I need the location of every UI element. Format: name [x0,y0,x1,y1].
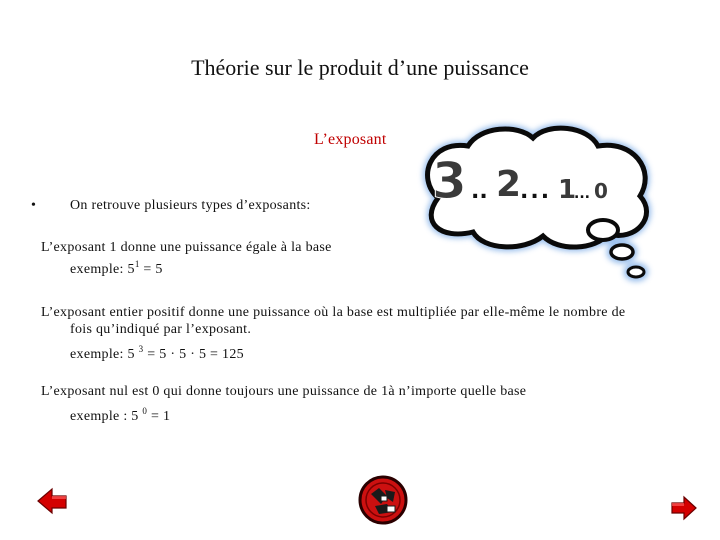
example-result: = 1 [147,409,171,424]
zero-exponent-rule: L’exposant nul est 0 qui donne toujours une puissance de 1à n’importe quelle base [41,384,527,399]
bullet-marker: • [31,198,36,213]
section-heading: L’exposant [314,131,387,148]
positive-exponent-example [41,341,625,363]
home-emblem-icon [357,474,409,526]
arrow-left-icon [36,487,68,515]
next-button[interactable] [670,495,698,521]
home-button[interactable] [357,474,409,526]
dots-3: ... [574,186,590,202]
example-exponent: 1 [134,259,140,269]
exponent-one-rule: L’exposant 1 donne une puissance égale à la base [41,240,332,255]
example-exponent: 3 [138,344,144,354]
example-result: = 5 [139,262,163,277]
positive-exponent-rule: L’exposant entier positif donne une puissance où la base est multipliée par elle-même le nombre de [41,305,626,320]
exponent-one-block [41,239,332,278]
positive-exponent-rule-cont: fois qu’indiqué par l’exposant. [70,322,252,337]
dots-2: ... [520,179,552,204]
arrow-right-icon [670,495,698,521]
digit-three: 3 [432,152,467,210]
example-prefix: exemple : 5 [70,409,143,424]
example-prefix: exemple: 5 [70,262,135,277]
positive-exponent-block [41,304,625,363]
exponent-one-example [41,256,332,278]
page-title: Théorie sur le produit d’une puissance [191,55,529,80]
example-exponent: 0 [142,406,148,416]
countdown-cloud-icon [408,118,658,293]
digit-two: 2 [496,164,522,205]
digit-zero: 0 [594,179,608,203]
zero-exponent-example [41,403,526,425]
dots-1: .. [471,179,488,204]
zero-exponent-block [41,383,526,425]
prev-button[interactable] [36,487,68,515]
example-result: = 5 · 5 · 5 = 125 [143,347,244,362]
bullet-text: On retrouve plusieurs types d’exposants: [70,198,311,213]
example-prefix: exemple: 5 [70,347,139,362]
digit-one: 1 [558,175,577,205]
